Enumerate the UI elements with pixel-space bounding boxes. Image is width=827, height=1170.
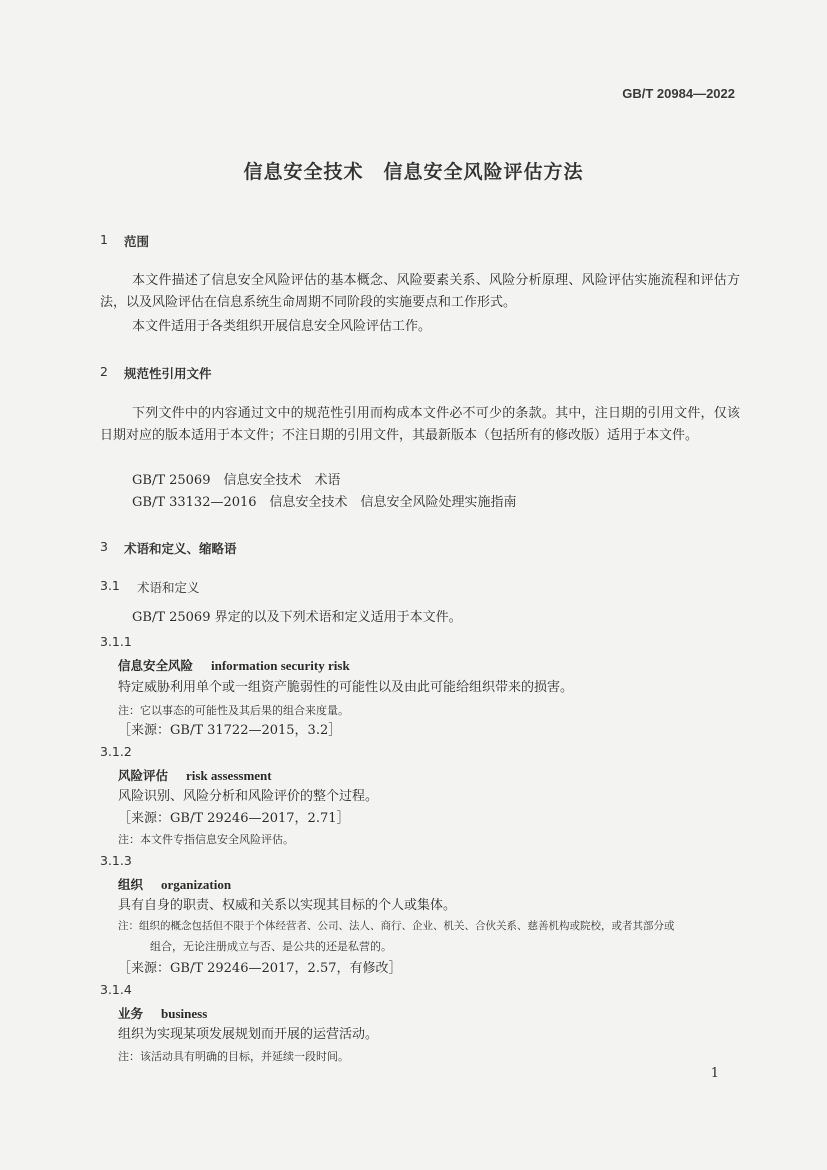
section-1-paragraph-2: 本文件适用于各类组织开展信息安全风险评估工作。 (132, 319, 432, 334)
term-cn: 信息安全风险 (118, 658, 194, 673)
standard-number: GB/T 20984—2022 (622, 86, 735, 101)
section-3-number: 3 (100, 539, 108, 554)
reference-1: GB/T 25069 信息安全技术 术语 (132, 473, 341, 488)
term-definition: 风险识别、风险分析和风险评价的整个过程。 (118, 789, 379, 804)
section-3-heading: 术语和定义、缩略语 (124, 541, 237, 556)
term-en: risk assessment (186, 768, 272, 783)
term-note: 注：它以事态的可能性及其后果的组合来度量。 (118, 704, 349, 717)
subsection-3-1-heading: 术语和定义 (137, 580, 200, 595)
term-definition: 特定威胁利用单个或一组资产脆弱性的可能性以及由此可能给组织带来的损害。 (118, 680, 574, 695)
term-source: ［来源：GB/T 29246—2017，2.71］ (118, 811, 350, 826)
section-2-paragraph-1: 下列文件中的内容通过文中的规范性引用而构成本文件必不可少的条款。其中，注日期的引用文件，仅该日期对应的版本适用于本文件；不注日期的引用文件，其最新版本（包括所有的修改版）适用于本文件。 (100, 406, 740, 443)
document-title: 信息安全技术 信息安全风险评估方法 (243, 161, 584, 183)
term-number: 3.1.3 (100, 853, 132, 868)
section-1-heading: 范围 (124, 234, 150, 249)
term-note: 注：组织的概念包括但不限于个体经营者、公司、法人、商行、企业、机关、合伙关系、慈善机构或院校，或者其部分或 (118, 920, 675, 932)
term-heading (118, 874, 231, 893)
term-heading (118, 1003, 207, 1022)
term-number: 3.1.4 (100, 982, 132, 997)
reference-2: GB/T 33132—2016 信息安全技术 信息安全风险处理实施指南 (132, 495, 517, 510)
term-en: business (161, 1006, 208, 1021)
term-note-continued: 组合，无论注册成立与否、是公共的还是私营的。 (150, 940, 392, 953)
term-cn: 业务 (118, 1006, 144, 1021)
section-1-paragraph-1: 本文件描述了信息安全风险评估的基本概念、风险要素关系、风险分析原理、风险评估实施流程和评估方法，以及风险评估在信息系统生命周期不同阶段的实施要点和工作形式。 (100, 273, 740, 310)
term-definition: 组织为实现某项发展规划而开展的运营活动。 (118, 1027, 379, 1042)
term-number: 3.1.2 (100, 744, 132, 759)
term-note: 注：该活动具有明确的目标，并延续一段时间。 (118, 1050, 349, 1063)
subsection-3-1-number: 3.1 (100, 578, 120, 593)
section-3-1-intro: GB/T 25069 界定的以及下列术语和定义适用于本文件。 (132, 610, 462, 625)
section-2-number: 2 (100, 364, 108, 379)
term-heading (118, 765, 272, 784)
term-source: ［来源：GB/T 31722—2015，3.2］ (118, 723, 342, 738)
term-en: organization (161, 877, 232, 892)
term-heading (118, 655, 350, 674)
page-number: 1 (710, 1066, 719, 1081)
term-cn: 风险评估 (118, 768, 169, 783)
term-definition: 具有自身的职责、权威和关系以实现其目标的个人或集体。 (118, 898, 457, 913)
term-note: 注：本文件专指信息安全风险评估。 (118, 833, 294, 846)
term-en: information security risk (211, 658, 350, 673)
section-2-heading: 规范性引用文件 (124, 366, 212, 381)
section-1-number: 1 (100, 232, 108, 247)
term-cn: 组织 (118, 877, 144, 892)
term-source: ［来源：GB/T 29246—2017，2.57，有修改］ (118, 961, 402, 976)
term-number: 3.1.1 (100, 634, 132, 649)
